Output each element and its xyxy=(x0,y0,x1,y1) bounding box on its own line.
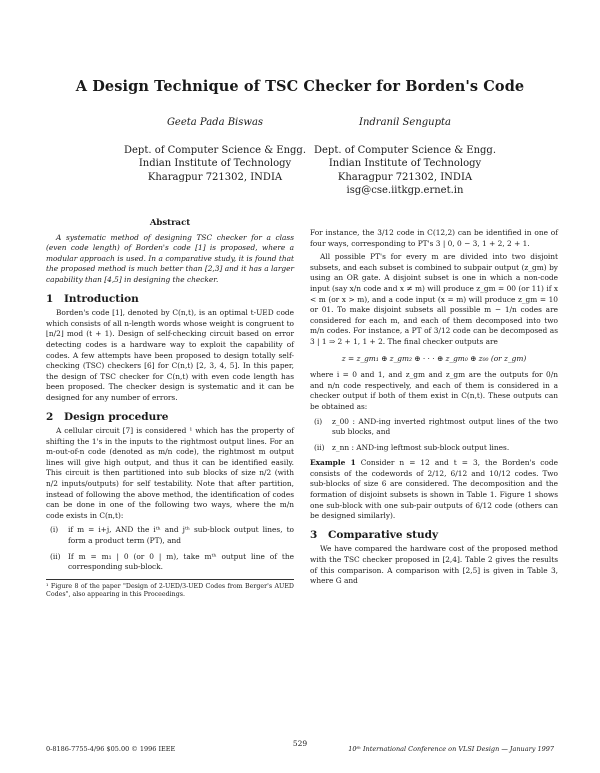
list-item-text: z_nn : AND-ing leftmost sub-block output lines. xyxy=(332,442,510,452)
author-2-institute: Indian Institute of Technology xyxy=(328,158,482,169)
list-item-label: (i) xyxy=(50,525,59,535)
list-item xyxy=(50,552,294,573)
list-item-text: if m = i+j, AND the iᵗʰ and jᵗʰ sub-block output lines, to form a product term (PT), and xyxy=(68,525,294,546)
author-1-institute: Indian Institute of Technology xyxy=(138,158,292,169)
list-item xyxy=(314,443,558,454)
paragraph: For instance, the 3/12 code in C(12,2) can be identified in one of four ways, corresponding to PT's 3 | 0, 0 − 3, 1 + 2, 2 + 1. xyxy=(310,228,558,248)
list-item xyxy=(50,525,294,546)
list-item-label: (i) xyxy=(314,416,323,426)
abstract-heading: Abstract xyxy=(149,218,191,228)
paragraph: All possible PT's for every m are divided into two disjoint subsets, and each subset is combined to subpair output (z_gm) by using an OR gate. A disjoint subset is one in which a non-code input (say x/n code and x ≠ m) will produce z_gm = 00 (or 11) if x < m (or x > m), and a code input (x = m) will produce z_gm = 10 or 01. To make disjoint subsets all possible m − 1/n codes are considered for each m, and each of them decomposed into two m/n codes. For instance, a PT of 3/12 code can be decomposed as 3 | 1 ⇒ 2 + 1, 1 + 2. The final checker outputs are xyxy=(310,252,558,346)
footer-copyright: 0-8186-7755-4/96 $05.00 © 1996 IEEE xyxy=(46,745,176,753)
list-item-label: (ii) xyxy=(314,442,325,452)
equation: z = z_gm₁ ⊕ z_gm₂ ⊕ · · · ⊕ z_gm₀ ⊕ z₀₀ (or z_gm) xyxy=(341,353,527,363)
author-1-address: Kharagpur 721302, INDIA xyxy=(147,171,283,183)
list-item-label: (ii) xyxy=(50,551,61,561)
paper-title: A Design Technique of TSC Checker for Borden's Code xyxy=(75,78,525,95)
list-item xyxy=(314,417,558,438)
author-2 xyxy=(280,116,530,198)
section-1-heading xyxy=(46,294,294,305)
footnote: ¹ Figure 8 of the paper "Design of 2-UED/3-UED Codes from Berger's AUED Codes", also appearing in this Proceedings. xyxy=(46,579,294,600)
right-column xyxy=(310,228,558,590)
section-3-title: Comparative study xyxy=(328,528,439,541)
section-1-number: 1 xyxy=(46,292,54,305)
example-paragraph xyxy=(310,458,558,522)
example-text: Consider n = 12 and t = 3, the Borden's code consists of the codewords of 2/12, 6/12 and 10/12 codes. Two sub-blocks of size 6 are considered. The decomposition and the formation of disjoint subsets is shown in Table 1. Figure 1 shows one sub-block with one sub-pair outputs of 6/12 code (others can be designed similarly). xyxy=(310,458,558,521)
page-number: 529 xyxy=(292,739,308,748)
left-column xyxy=(46,218,294,600)
list-item-text: If m = m₁ | 0 (or 0 | m), take mᵗʰ output line of the corresponding sub-block. xyxy=(68,551,294,572)
author-2-dept: Dept. of Computer Science & Engg. xyxy=(313,144,496,156)
author-1-dept: Dept. of Computer Science & Engg. xyxy=(123,144,306,156)
list-item-text: z_00 : AND-ing inverted rightmost output lines of the two sub blocks, and xyxy=(332,416,558,437)
author-2-name: Indranil Sengupta xyxy=(359,117,451,128)
author-1-name: Geeta Pada Biswas xyxy=(166,117,264,128)
section-2-heading xyxy=(46,412,294,423)
section-3-number: 3 xyxy=(310,528,318,541)
section-1-title: Introduction xyxy=(64,292,139,305)
section-3-paragraph: We have compared the hardware cost of the proposed method with the TSC checker proposed in [2,4]. Table 2 gives the results of this comparison. A comparison with [2,5] is given in Table 3, where G and xyxy=(310,544,558,586)
example-label: Example 1 xyxy=(310,458,356,468)
section-3-heading xyxy=(310,530,558,541)
section-2-title: Design procedure xyxy=(64,410,169,423)
author-2-address: Kharagpur 721302, INDIA xyxy=(337,171,473,183)
paragraph: where i = 0 and 1, and z_gm and z_gm are the outputs for 0/n and n/n code respectively, and each of them is considered in a checker output if both of them exist in C(n,t). These outputs can be obtained as: xyxy=(310,370,558,411)
section-2-paragraph: A cellular circuit [7] is considered ¹ which has the property of shifting the 1's in the inputs to the rightmost output lines. For an m-out-of-n code (denoted as m/n code), the rightmost m output lines will give high output, and thus it can be identified easily. This circuit is then partitioned into sub blocks of size n/2 (with n/2 inputs/outputs) for self testability. Note that after partition, instead of following the above method, the identification of codes can be done in one of the following two ways, where the m/n code exists in C(n,t): xyxy=(46,426,294,520)
section-1-paragraph: Borden's code [1], denoted by C(n,t), is an optimal t-UED code which consists of all n-length words whose weight is congruent to ⌊n/2⌋ mod (t + 1). Design of self-checking circuit based on error detecting codes is a hardware way to exploit the capability of codes. A few attempts have been proposed to design totally self-checking (TSC) checkers [6] for C(n,t) [2, 3, 4, 5]. In this paper, the design of TSC checker for C(n,t) with even code length has been proposed. The checker design is systematic and it can be designed for any number of errors. xyxy=(46,308,294,402)
section-2-number: 2 xyxy=(46,410,54,423)
abstract-text: A systematic method of designing TSC checker for a class (even code length) of Borden's code [1] is proposed, where a modular approach is used. In a comparative study, it is found that the proposed method is much better than [2,3] and it has a larger capability than [4,5] in designing the checker. xyxy=(46,232,294,284)
author-2-email: isg@cse.iitkgp.ernet.in xyxy=(346,185,464,196)
footer-conference: 10ᵗʰ International Conference on VLSI Design — January 1997 xyxy=(348,745,554,753)
